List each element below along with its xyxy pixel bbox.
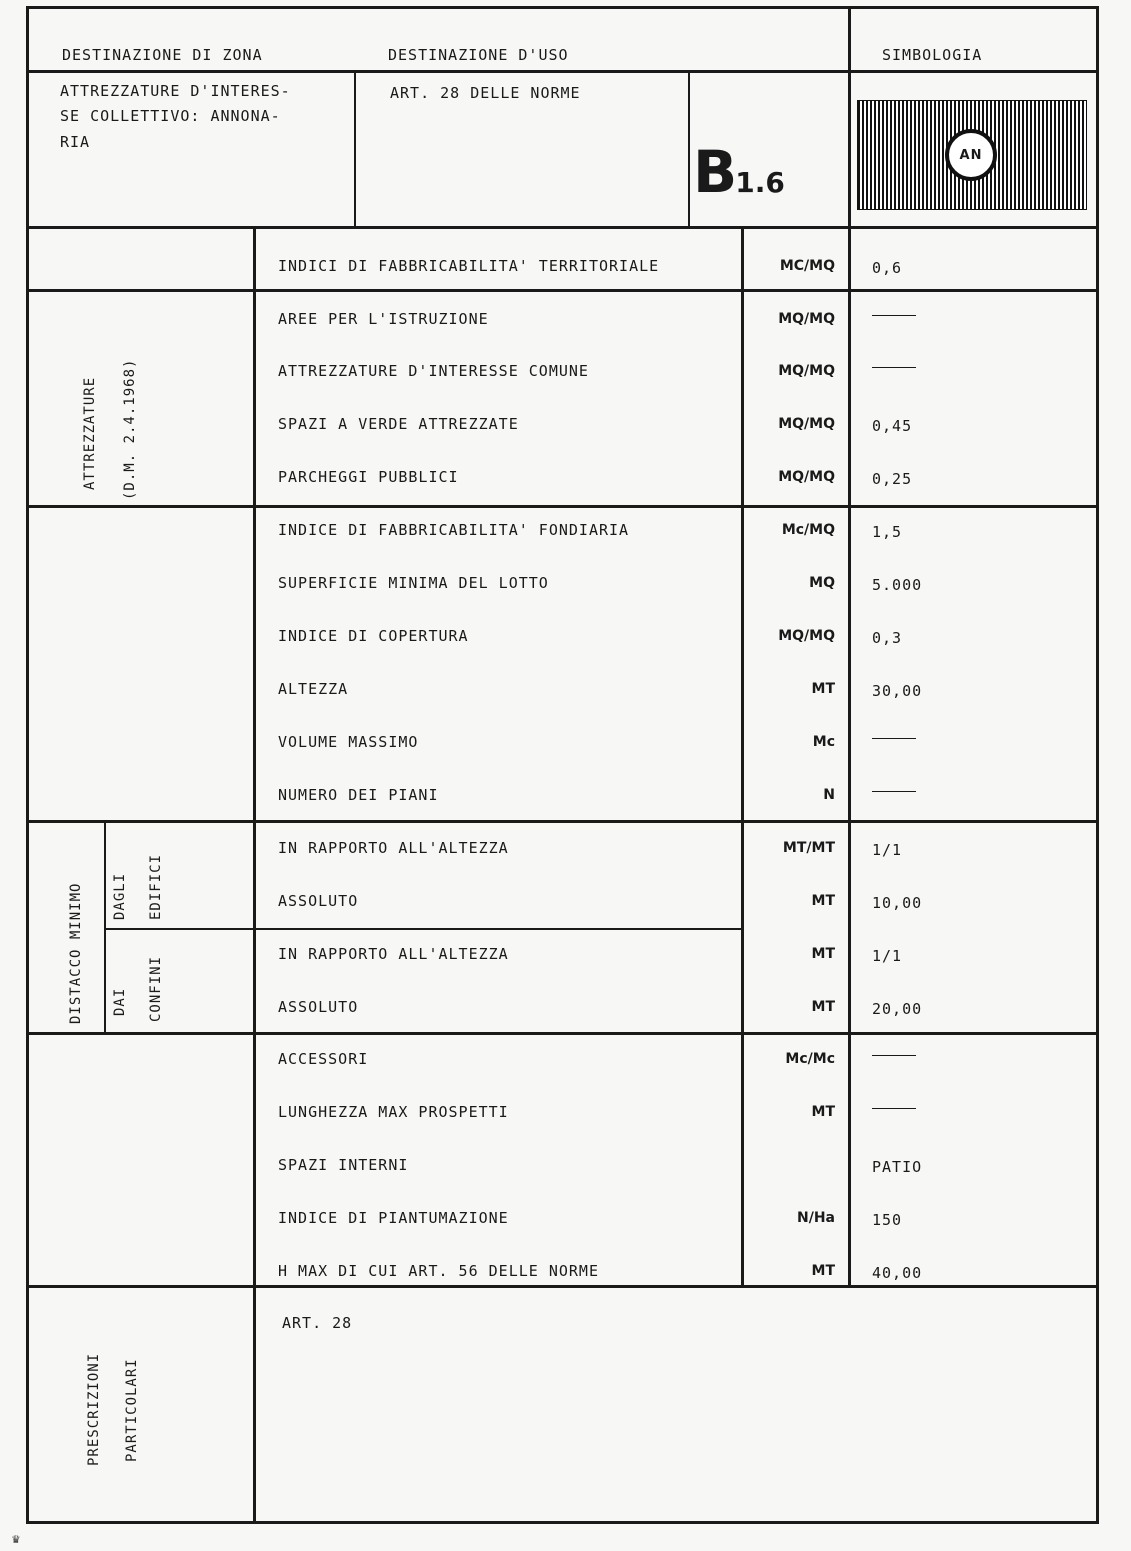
row-unit: MQ/MQ [778, 363, 835, 379]
row-unit: MC/MQ [779, 258, 835, 274]
row-unit: MT [811, 946, 835, 962]
row-label: ASSOLUTO [278, 892, 359, 910]
group-particolari: PARTICOLARI [124, 1358, 140, 1462]
uso-header: DESTINAZIONE D'USO [388, 46, 569, 64]
group-distacco: DISTACCO MINIMO [68, 882, 84, 1024]
symbol-badge [945, 129, 997, 181]
frame-top [26, 6, 1098, 9]
row-value: 30,00 [872, 682, 923, 700]
row-label: SPAZI INTERNI [278, 1156, 409, 1174]
row-label: SPAZI A VERDE ATTREZZATE [278, 415, 519, 433]
row-unit: MQ/MQ [778, 469, 835, 485]
row-unit: Mc/MQ [781, 522, 835, 538]
group-attrezzature: ATTREZZATURE [82, 376, 98, 490]
row-value-dash [872, 1055, 916, 1056]
row-unit: MT [811, 1104, 835, 1120]
header-bottom [26, 226, 1098, 229]
symbol-badge-label: AN [959, 147, 983, 163]
row-value: PATIO [872, 1158, 923, 1176]
row-label: NUMERO DEI PIANI [278, 786, 439, 804]
row-value: 0,6 [872, 259, 903, 277]
row-value: 40,00 [872, 1264, 923, 1282]
row-value-dash [872, 315, 916, 316]
row-label: ATTREZZATURE D'INTERESSE COMUNE [278, 362, 589, 380]
row-label: IN RAPPORTO ALL'ALTEZZA [278, 839, 509, 857]
unit-col-divider [741, 228, 744, 1287]
simbologia-header: SIMBOLOGIA [882, 46, 983, 64]
row-value: 1,5 [872, 523, 903, 541]
row-unit: N [823, 787, 835, 803]
row-label: INDICI DI FABBRICABILITA' TERRITORIALE [278, 257, 660, 275]
simbologia-col-divider [848, 6, 851, 228]
group-attrezzature-ref: (D.M. 2.4.1968) [122, 358, 138, 500]
zona-line-3: RIA [60, 133, 91, 151]
row-value: 150 [872, 1211, 903, 1229]
section-divider-5 [26, 1285, 1098, 1288]
row-value-dash [872, 367, 916, 368]
row-label: INDICE DI PIANTUMAZIONE [278, 1209, 509, 1227]
row-value: 0,45 [872, 417, 913, 435]
section-divider-4 [26, 1032, 1098, 1035]
row-unit: Mc/Mc [785, 1051, 835, 1067]
section-divider-3 [26, 820, 1098, 823]
section-divider-3b [104, 928, 744, 930]
row-value: 0,25 [872, 470, 913, 488]
row-value: 1/1 [872, 841, 903, 859]
group-confini: CONFINI [148, 955, 164, 1022]
row-label: ALTEZZA [278, 680, 349, 698]
label-col-divider [253, 228, 256, 1524]
zona-line-1: ATTREZZATURE D'INTERES- [60, 82, 291, 100]
group-edifici: EDIFICI [148, 853, 164, 920]
uso-value: ART. 28 DELLE NORME [390, 84, 581, 102]
group-dai: DAI [112, 987, 128, 1016]
row-unit: Mc [812, 734, 835, 750]
row-unit: MQ/MQ [778, 628, 835, 644]
row-unit: N/Ha [797, 1210, 835, 1226]
frame-right [1096, 6, 1099, 1524]
row-unit: MQ/MQ [778, 416, 835, 432]
row-value: 0,3 [872, 629, 903, 647]
group-dagli: DAGLI [112, 872, 128, 920]
row-label: H MAX DI CUI ART. 56 DELLE NORME [278, 1262, 599, 1280]
zona-line-2: SE COLLETTIVO: ANNONA- [60, 107, 281, 125]
section-divider-1 [26, 289, 1098, 292]
row-unit: MT [811, 1263, 835, 1279]
row-label: AREE PER L'ISTRUZIONE [278, 310, 489, 328]
row-label: INDICE DI FABBRICABILITA' FONDIARIA [278, 521, 630, 539]
row-value-dash [872, 738, 916, 739]
zone-code-number: 1.6 [735, 166, 785, 199]
row-label: LUNGHEZZA MAX PROSPETTI [278, 1103, 509, 1121]
zona-col-divider [354, 72, 356, 228]
row-value: 1/1 [872, 947, 903, 965]
row-unit: MT [811, 681, 835, 697]
frame-bottom [26, 1521, 1099, 1524]
distacco-sub-col [104, 822, 106, 1034]
row-value-dash [872, 1108, 916, 1109]
zone-code [693, 138, 785, 206]
uso-col-divider [688, 72, 690, 228]
row-label: PARCHEGGI PUBBLICI [278, 468, 459, 486]
row-value: 20,00 [872, 1000, 923, 1018]
frame-left [26, 6, 29, 1524]
crest-icon: ♛ [12, 1532, 20, 1547]
group-prescrizioni: PRESCRIZIONI [86, 1352, 102, 1466]
zona-header: DESTINAZIONE DI ZONA [62, 46, 263, 64]
row-unit: MT [811, 999, 835, 1015]
row-value: 10,00 [872, 894, 923, 912]
row-label: VOLUME MASSIMO [278, 733, 419, 751]
row-unit: MQ [809, 575, 835, 591]
row-label: ASSOLUTO [278, 998, 359, 1016]
header-divider [26, 70, 1098, 73]
section-divider-2 [26, 505, 1098, 508]
row-unit: MT/MT [782, 840, 835, 856]
row-label: SUPERFICIE MINIMA DEL LOTTO [278, 574, 549, 592]
row-value: 5.000 [872, 576, 923, 594]
value-col-divider [848, 228, 851, 1287]
row-unit: MQ/MQ [778, 311, 835, 327]
row-value-dash [872, 791, 916, 792]
row-label: INDICE DI COPERTURA [278, 627, 469, 645]
row-label: ACCESSORI [278, 1050, 369, 1068]
row-label: IN RAPPORTO ALL'ALTEZZA [278, 945, 509, 963]
zone-code-letter: B [693, 138, 736, 206]
row-unit: MT [811, 893, 835, 909]
prescrizioni-text: ART. 28 [282, 1314, 353, 1332]
